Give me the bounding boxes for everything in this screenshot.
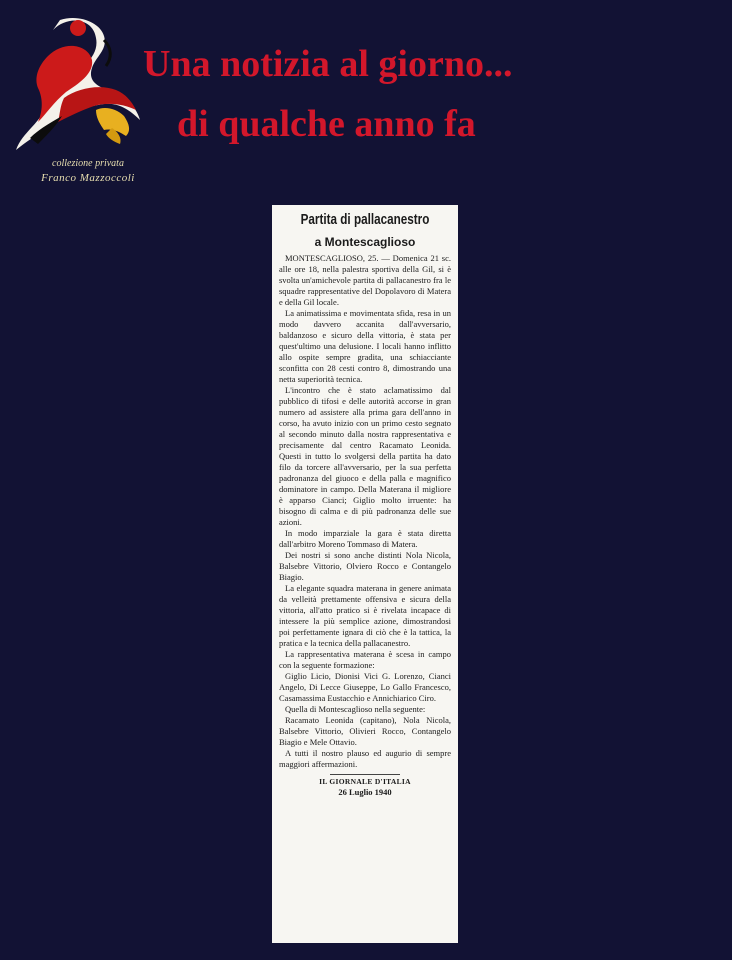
article-paragraph: La elegante squadra materana in genere animata da velleità prettamente offensiva e sicura della vittoria, all'atto pratico si è rivelata incapace di intessere la più semplice azione, dimostrandosi poi perfettamente ignara di ciò che è la tattica, la pratica e la tecnica della pallacanestro. bbox=[279, 583, 451, 648]
article-paragraph: Giglio Licio, Dionisi Vici G. Lorenzo, Cianci Angelo, Di Lecce Giuseppe, Lo Gallo Francesco, Casamassima Eustacchio e Annichiarico Ciro. bbox=[279, 671, 451, 703]
article-paragraph: In modo imparziale la gara è stata diretta dall'arbitro Moreno Tommaso di Matera. bbox=[279, 528, 451, 549]
source-divider bbox=[330, 774, 400, 775]
article-paragraph: Quella di Montescaglioso nella seguente: bbox=[285, 704, 426, 714]
source-date: 26 Luglio 1940 bbox=[338, 787, 392, 797]
article-paragraph: MONTESCAGLIOSO, 25. — Domenica 21 sc. alle ore 18, nella palestra sportiva della Gil, si è svolta un'amichevole partita di pallacanestro fra le squadre rappresentative del Dopolavoro di Matera e della Gil locale. bbox=[279, 253, 451, 307]
article-paragraph: La animatissima e movimentata sfida, resa in un modo davvero accanita dall'avversario, baldanzoso e sicuro della vittoria, è stata per quest'ultimo una delusione. I locali hanno inflitto allo ospite sempre gradita, una schiacciante sconfitta con 28 cesti contro 8, dimostrando una netta superiorità tecnica. bbox=[279, 308, 451, 384]
article-title: Partita di pallacanestro bbox=[300, 211, 430, 228]
collection-caption-line1: collezione privata bbox=[52, 158, 124, 169]
article-paragraph: L'incontro che è stato aclamatissimo dal pubblico di tifosi e delle autorità accorse in gran numero ad assistere alla prima gara dell'anno in corso, ha avuto inizio con un primo cesto segnato al secondo minuto dalla nostra rappresentativa e precisamente dal centro Racamato Leonida. Questi in tutto lo svolgersi della partita ha dato filo da torcere all'avversario, per la sua perfetta padronanza del giuoco e della palla e magnifico dominatore in campo. Della Materana il migliore è apparso Cianci; Giglio molto irruente: ha bisogno di calma e di più padronanza delle sue azioni. bbox=[279, 385, 451, 527]
article-source bbox=[279, 774, 451, 797]
article-paragraph: Racamato Leonida (capitano), Nola Nicola, Balsebre Vittorio, Olivieri Rocco, Contangelo Biagio e Mele Ottavio. bbox=[279, 715, 451, 747]
article-paragraph: A tutti il nostro plauso ed augurio di sempre maggiori affermazioni. bbox=[279, 748, 451, 769]
dancer-figure-icon bbox=[8, 10, 158, 160]
collection-caption-line2: Franco Mazzoccoli bbox=[41, 172, 135, 184]
article-paragraph: Dei nostri si sono anche distinti Nola Nicola, Balsebre Vittorio, Olviero Rocco e Contangelo Biagio. bbox=[279, 550, 451, 582]
collection-caption bbox=[8, 156, 168, 186]
headline-line-2: di qualche anno fa bbox=[177, 103, 476, 145]
collection-logo bbox=[8, 10, 158, 190]
article-paragraph: La rappresentativa materana è scesa in campo con la seguente formazione: bbox=[279, 649, 451, 670]
newspaper-clipping bbox=[272, 205, 458, 943]
source-newspaper: IL GIORNALE D'ITALIA bbox=[319, 777, 411, 786]
headline-line-1: Una notizia al giorno... bbox=[143, 43, 513, 85]
article-subtitle: a Montescaglioso bbox=[314, 235, 416, 249]
article-body bbox=[279, 253, 451, 770]
